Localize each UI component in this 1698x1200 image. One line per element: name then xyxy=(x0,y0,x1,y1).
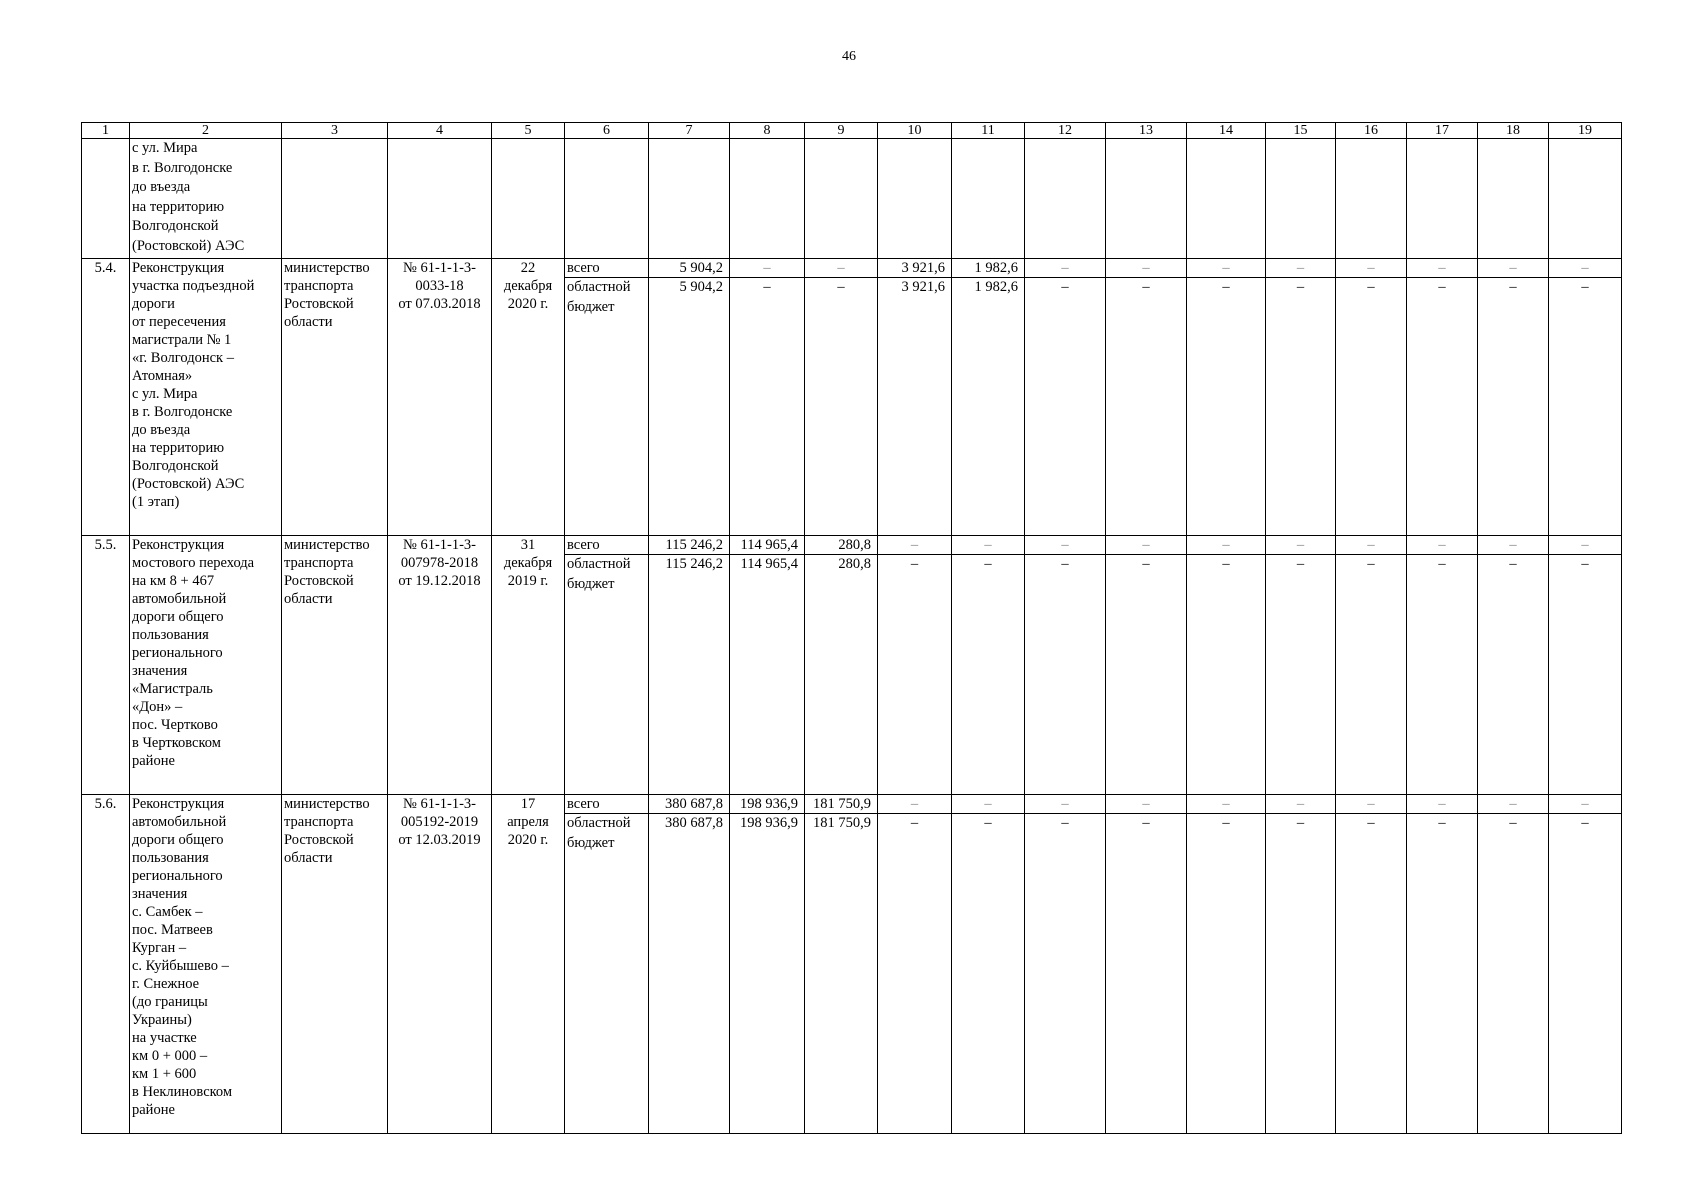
investment-table xyxy=(81,122,1622,1134)
budget-value: – xyxy=(1025,814,1106,1134)
budget-value: – xyxy=(952,814,1025,1134)
budget-value: – xyxy=(1025,278,1106,536)
total-value: 380 687,8 xyxy=(649,795,730,814)
funding-source-total: всего xyxy=(565,795,649,814)
funding-source-budget: областной бюджет xyxy=(565,814,649,1134)
budget-value: – xyxy=(1549,814,1622,1134)
total-value: 3 921,6 xyxy=(878,259,952,278)
col-header: 10 xyxy=(878,123,952,139)
completion-date: 17 апреля 2020 г. xyxy=(492,795,565,1134)
budget-value: – xyxy=(1407,814,1478,1134)
col-header: 17 xyxy=(1407,123,1478,139)
total-value: – xyxy=(952,795,1025,814)
col-header: 11 xyxy=(952,123,1025,139)
total-value: – xyxy=(805,259,878,278)
total-value: – xyxy=(1407,536,1478,555)
budget-value: 5 904,2 xyxy=(649,278,730,536)
total-value: – xyxy=(1266,536,1336,555)
budget-value: – xyxy=(1187,555,1266,795)
continuation-row xyxy=(82,139,1622,259)
col-header: 12 xyxy=(1025,123,1106,139)
col-header: 3 xyxy=(282,123,388,139)
total-value: – xyxy=(730,259,805,278)
budget-value: – xyxy=(1266,814,1336,1134)
funding-source-budget: областной бюджет xyxy=(565,278,649,536)
budget-value: – xyxy=(1336,555,1407,795)
budget-value: – xyxy=(878,814,952,1134)
budget-value: – xyxy=(730,278,805,536)
total-value: 114 965,4 xyxy=(730,536,805,555)
col-header: 7 xyxy=(649,123,730,139)
total-value: – xyxy=(1266,259,1336,278)
total-value: 181 750,9 xyxy=(805,795,878,814)
col-header: 13 xyxy=(1106,123,1187,139)
total-value: – xyxy=(878,795,952,814)
object-total-row xyxy=(82,536,1622,555)
col-header: 6 xyxy=(565,123,649,139)
budget-value: – xyxy=(1407,555,1478,795)
col-header: 15 xyxy=(1266,123,1336,139)
col-header: 8 xyxy=(730,123,805,139)
total-value: – xyxy=(1025,536,1106,555)
expertise-document: № 61-1-1-3- 005192-2019 от 12.03.2019 xyxy=(388,795,492,1134)
row-number: 5.6. xyxy=(82,795,130,1134)
col-header: 2 xyxy=(130,123,282,139)
budget-value: – xyxy=(1407,278,1478,536)
object-total-row xyxy=(82,795,1622,814)
total-value: 5 904,2 xyxy=(649,259,730,278)
customer: министерство транспорта Ростовской области xyxy=(282,795,388,1134)
budget-value: – xyxy=(1549,555,1622,795)
expertise-document: № 61-1-1-3- 0033-18 от 07.03.2018 xyxy=(388,259,492,536)
total-value: 115 246,2 xyxy=(649,536,730,555)
budget-value: 114 965,4 xyxy=(730,555,805,795)
object-name: Реконструкция мостового перехода на км 8 + 467 автомобильной дороги общего пользования регионального значения «Магистраль «Дон» – пос. Чертково в Чертковском районе xyxy=(130,536,282,795)
completion-date: 22 декабря 2020 г. xyxy=(492,259,565,536)
col-header: 1 xyxy=(82,123,130,139)
customer: министерство транспорта Ростовской области xyxy=(282,536,388,795)
budget-value: – xyxy=(1478,278,1549,536)
budget-value: – xyxy=(1187,814,1266,1134)
total-value: – xyxy=(1187,795,1266,814)
total-value: – xyxy=(1549,259,1622,278)
total-value: – xyxy=(1336,795,1407,814)
funding-source-budget: областной бюджет xyxy=(565,555,649,795)
col-header: 14 xyxy=(1187,123,1266,139)
budget-value: – xyxy=(1106,278,1187,536)
col-header: 4 xyxy=(388,123,492,139)
total-value: – xyxy=(1407,259,1478,278)
budget-value: – xyxy=(1266,555,1336,795)
budget-value: – xyxy=(1336,814,1407,1134)
total-value: – xyxy=(1478,536,1549,555)
total-value: – xyxy=(1187,259,1266,278)
total-value: – xyxy=(1549,536,1622,555)
budget-value: 380 687,8 xyxy=(649,814,730,1134)
budget-value: – xyxy=(1478,814,1549,1134)
budget-value: – xyxy=(1336,278,1407,536)
total-value: – xyxy=(1266,795,1336,814)
completion-date: 31 декабря 2019 г. xyxy=(492,536,565,795)
column-number-row xyxy=(82,123,1622,139)
total-value: – xyxy=(1407,795,1478,814)
budget-value: – xyxy=(1025,555,1106,795)
budget-value: 1 982,6 xyxy=(952,278,1025,536)
total-value: – xyxy=(1025,259,1106,278)
funding-source-total: всего xyxy=(565,536,649,555)
col-header: 16 xyxy=(1336,123,1407,139)
total-value: 1 982,6 xyxy=(952,259,1025,278)
object-total-row xyxy=(82,259,1622,278)
col-header: 9 xyxy=(805,123,878,139)
total-value: – xyxy=(1106,259,1187,278)
total-value: – xyxy=(1106,536,1187,555)
row-number: 5.4. xyxy=(82,259,130,536)
col-header: 18 xyxy=(1478,123,1549,139)
total-value: – xyxy=(1478,795,1549,814)
total-value: – xyxy=(1549,795,1622,814)
total-value: – xyxy=(1106,795,1187,814)
page-number: 46 xyxy=(842,49,856,64)
budget-value: 198 936,9 xyxy=(730,814,805,1134)
budget-value: 3 921,6 xyxy=(878,278,952,536)
total-value: – xyxy=(1478,259,1549,278)
budget-value: 280,8 xyxy=(805,555,878,795)
total-value: – xyxy=(1025,795,1106,814)
total-value: – xyxy=(1336,536,1407,555)
budget-value: – xyxy=(1106,555,1187,795)
budget-value: – xyxy=(878,555,952,795)
object-name: Реконструкция автомобильной дороги общего пользования регионального значения с. Самбек – пос. Матвеев Курган – с. Куйбышево – г. Снежное (до границы Украины) на участке км 0 + 000 – км 1 + 600 в Неклиновском районе xyxy=(130,795,282,1134)
total-value: – xyxy=(1336,259,1407,278)
budget-value: – xyxy=(1187,278,1266,536)
total-value: 280,8 xyxy=(805,536,878,555)
object-name: с ул. Мира в г. Волгодонске до въезда на территорию Волгодонской (Ростовской) АЭС xyxy=(130,139,282,259)
funding-source-total: всего xyxy=(565,259,649,278)
budget-value: – xyxy=(1549,278,1622,536)
budget-value: 115 246,2 xyxy=(649,555,730,795)
total-value: – xyxy=(952,536,1025,555)
total-value: – xyxy=(878,536,952,555)
budget-value: – xyxy=(805,278,878,536)
col-header: 5 xyxy=(492,123,565,139)
total-value: – xyxy=(1187,536,1266,555)
object-name: Реконструкция участка подъездной дороги от пересечения магистрали № 1 «г. Волгодонск – Атомная» с ул. Мира в г. Волгодонске до въезда на территорию Волгодонской (Ростовской) АЭС (1 этап) xyxy=(130,259,282,536)
budget-value: – xyxy=(952,555,1025,795)
budget-value: – xyxy=(1106,814,1187,1134)
budget-value: – xyxy=(1478,555,1549,795)
col-header: 19 xyxy=(1549,123,1622,139)
expertise-document: № 61-1-1-3- 007978-2018 от 19.12.2018 xyxy=(388,536,492,795)
total-value: 198 936,9 xyxy=(730,795,805,814)
budget-value: 181 750,9 xyxy=(805,814,878,1134)
customer: министерство транспорта Ростовской области xyxy=(282,259,388,536)
budget-value: – xyxy=(1266,278,1336,536)
row-number: 5.5. xyxy=(82,536,130,795)
